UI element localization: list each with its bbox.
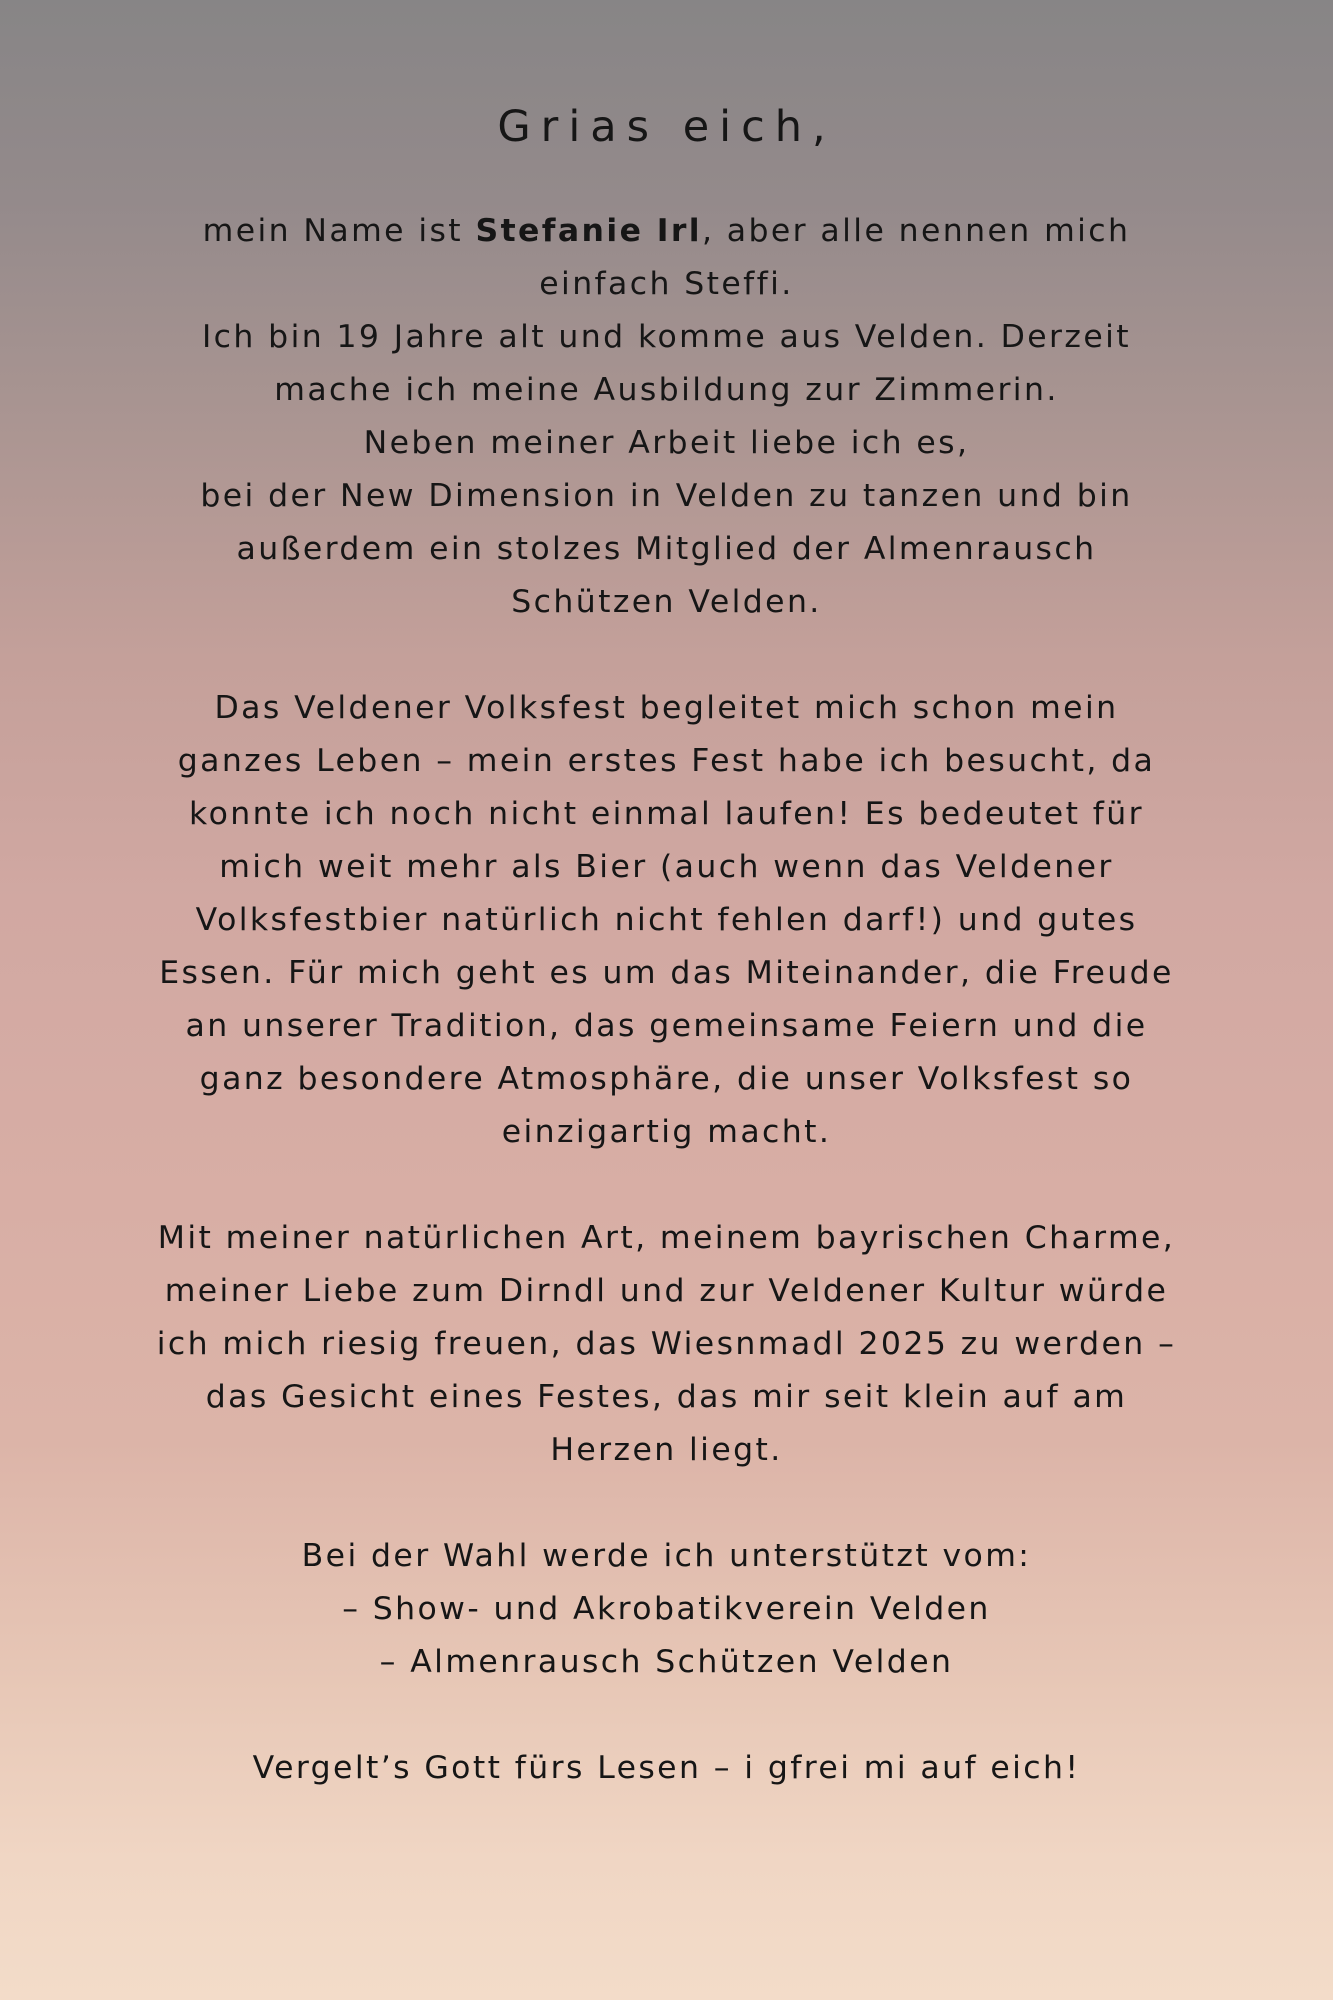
intro-text-post: , aber alle nennen mich (701, 213, 1131, 249)
paragraph-spacer (120, 1159, 1213, 1212)
intro-line: mache ich meine Ausbildung zur Zimmerin. (274, 372, 1059, 408)
motivation-line: Mit meiner natürlichen Art, meinem bayrischen Charme, (157, 1220, 1176, 1256)
paragraph-spacer (120, 1477, 1213, 1530)
volksfest-line: mich weit mehr als Bier (auch wenn das Veldener (219, 849, 1114, 885)
motivation-line: meiner Liebe zum Dirndl und zur Veldener Kultur würde (164, 1273, 1169, 1309)
intro-line: einfach Steffi. (539, 266, 794, 302)
volksfest-line: einzigartig macht. (501, 1114, 832, 1150)
intro-line: bei der New Dimension in Velden zu tanzen und bin (200, 478, 1133, 514)
motivation-line: das Gesicht eines Festes, das mir seit klein auf am (205, 1379, 1128, 1415)
body-text (120, 205, 1213, 1795)
volksfest-line: Das Veldener Volksfest begleitet mich schon mein (214, 690, 1119, 726)
intro-line (120, 205, 1213, 258)
intro-paragraph (120, 205, 1213, 629)
closing-paragraph (120, 1742, 1213, 1795)
supporters-section (120, 1530, 1213, 1689)
intro-text-pre: mein Name ist (202, 213, 476, 249)
closing-line: Vergelt’s Gott fürs Lesen – i gfrei mi auf eich! (252, 1750, 1081, 1786)
volksfest-line: Volksfestbier natürlich nicht fehlen darf!) und gutes (195, 902, 1138, 938)
volksfest-paragraph (120, 682, 1213, 1159)
intro-line: Neben meiner Arbeit liebe ich es, (363, 425, 970, 461)
volksfest-line: ganz besondere Atmosphäre, die unser Volksfest so (199, 1061, 1134, 1097)
motivation-line: Herzen liegt. (550, 1432, 783, 1468)
supporter-item: – Almenrausch Schützen Velden (379, 1644, 954, 1680)
motivation-line: ich mich riesig freuen, das Wiesnmadl 2025 zu werden – (156, 1326, 1177, 1362)
intro-line: Ich bin 19 Jahre alt und komme aus Velden. Derzeit (201, 319, 1132, 355)
motivation-paragraph (120, 1212, 1213, 1477)
intro-line: außerdem ein stolzes Mitglied der Almenrausch (236, 531, 1097, 567)
volksfest-line: Essen. Für mich geht es um das Miteinander, die Freude (159, 955, 1174, 991)
author-name: Stefanie Irl (475, 213, 702, 249)
paragraph-spacer (120, 1689, 1213, 1742)
greeting-heading: Grias eich, (497, 102, 836, 152)
paragraph-spacer (120, 629, 1213, 682)
volksfest-line: konnte ich noch nicht einmal laufen! Es bedeutet für (189, 796, 1144, 832)
volksfest-line: ganzes Leben – mein erstes Fest habe ich besucht, da (177, 743, 1156, 779)
supporter-item: – Show- und Akrobatikverein Velden (342, 1591, 991, 1627)
intro-line: Schützen Velden. (511, 584, 822, 620)
volksfest-line: an unserer Tradition, das gemeinsame Feiern und die (185, 1008, 1148, 1044)
supporters-heading: Bei der Wahl werde ich unterstützt vom: (301, 1538, 1032, 1574)
